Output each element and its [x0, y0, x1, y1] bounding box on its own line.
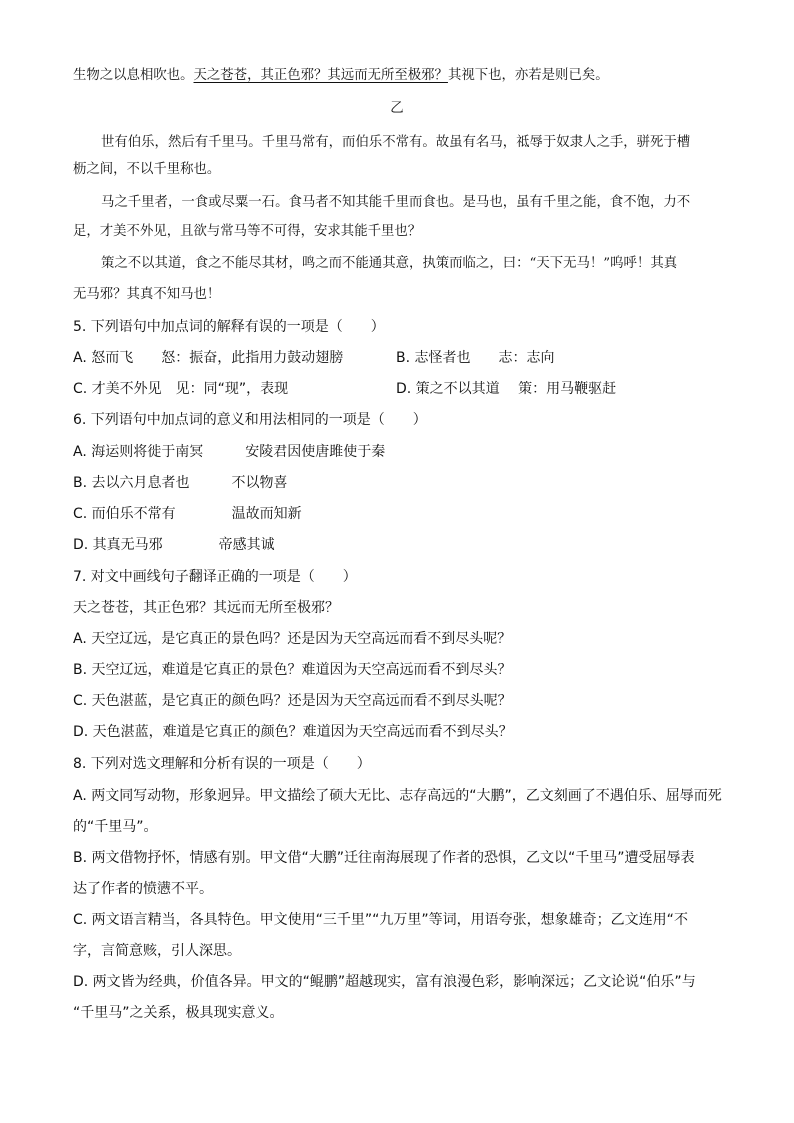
underlined-sentence: 天之苍苍，其正色邪？其远而无所至极邪？: [193, 68, 448, 83]
passage-yi-line: 枥之间，不以千里称也。: [73, 162, 221, 177]
question-5-option-d: D. 策之不以其道 策：用马鞭驱赶: [396, 381, 617, 397]
question-8-line: 达了作者的愤懑不平。: [73, 881, 213, 897]
question-5-stem: 5. 下列语句中加点词的解释有误的一项是（ ）: [73, 319, 385, 335]
question-6-option-b: B. 去以六月息者也 不以物喜: [73, 475, 288, 491]
passage-yi-line: 马之千里者，一食或尽粟一石。食马者不知其能千里而食也。是马也，虽有千里之能，食不饱，力不: [101, 195, 691, 210]
question-6-option-c: C. 而伯乐不常有 温故而知新: [73, 506, 302, 522]
question-5-row-2: [73, 379, 617, 399]
question-8-line: B. 两文借物抒怀，情感有别。甲文借“大鹏”迁往南海展现了作者的恐惧，乙文以“千里马”遭受屈辱表: [73, 850, 695, 866]
question-8-line: C. 两文语言精当，各具特色。甲文使用“三千里”“九万里”等词，用语夸张，想象雄奇；乙文连用“不: [73, 912, 688, 928]
question-8-stem: 8. 下列对选文理解和分析有误的一项是（ ）: [73, 756, 371, 772]
question-8-line: 字，言简意赅，引人深思。: [73, 943, 241, 959]
question-8-line: 的“千里马”。: [73, 819, 158, 835]
question-5-option-b: B. 志怪者也 志：志向: [396, 350, 555, 366]
question-5-option-c: C. 才美不外见 见：同“现”，表现: [73, 381, 289, 397]
question-6-stem: 6. 下列语句中加点词的意义和用法相同的一项是（ ）: [73, 412, 427, 428]
passage-yi-line: 足，才美不外见，且欲与常马等不可得，安求其能千里也？: [73, 224, 422, 239]
question-8-line: “千里马”之关系，极具现实意义。: [73, 1005, 284, 1021]
passage-yi-title: 乙: [390, 101, 404, 116]
question-7-option-c: C. 天色湛蓝，是它真正的颜色吗？还是因为天空高远而看不到尽头呢？: [73, 693, 512, 709]
question-5-row-1: [73, 348, 555, 368]
passage-text: 生物之以息相吹也。: [73, 68, 194, 83]
question-5-option-a: A. 怒而飞 怒：振奋，此指用力鼓动翅膀: [73, 350, 344, 366]
question-8-line: A. 两文同写动物，形象迥异。甲文描绘了硕大无比、志存高远的“大鹏”，乙文刻画了不遇伯乐、屈辱而死: [73, 788, 722, 804]
question-8-line: D. 两文皆为经典，价值各异。甲文的“鲲鹏”超越现实，富有浪漫色彩，影响深远；乙文论说“伯乐”与: [73, 974, 696, 990]
passage-yi-line: 世有伯乐，然后有千里马。千里马常有，而伯乐不常有。故虽有名马，祗辱于奴隶人之手，骈死于槽: [101, 135, 691, 150]
question-7-sentence: 天之苍苍，其正色邪？其远而无所至极邪？: [73, 600, 339, 616]
passage-text: 其视下也，亦若是则已矣。: [447, 68, 609, 83]
question-7-option-b: B. 天空辽远，难道是它真正的景色？难道因为天空高远而看不到尽头？: [73, 662, 512, 678]
question-7-stem: 7. 对文中画线句子翻译正确的一项是（ ）: [73, 569, 357, 585]
question-6-option-a: A. 海运则将徙于南冥 安陵君因使唐雎使于秦: [73, 444, 386, 460]
question-7-option-d: D. 天色湛蓝，难道是它真正的颜色？难道因为天空高远而看不到尽头？: [73, 724, 513, 740]
passage-yi-line: 策之不以其道，食之不能尽其材，鸣之而不能通其意，执策而临之，曰：“天下无马！”呜呼！其真: [101, 256, 678, 271]
passage-jia-tail: [73, 66, 609, 86]
question-7-option-a: A. 天空辽远，是它真正的景色吗？还是因为天空高远而看不到尽头呢？: [73, 631, 512, 647]
question-6-option-d: D. 其真无马邪 帝感其诚: [73, 537, 275, 553]
passage-yi-line: 无马邪？其真不知马也！: [73, 287, 221, 302]
